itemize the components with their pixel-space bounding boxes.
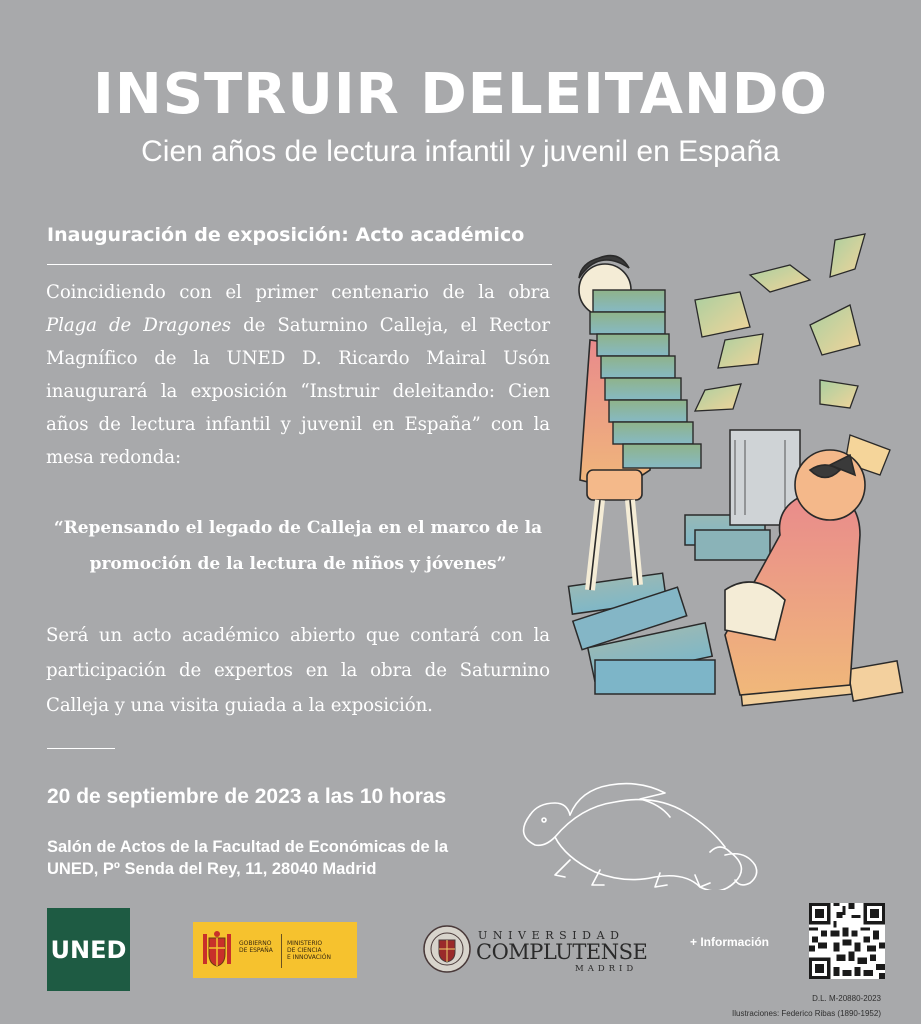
ministerio-line2: DE CIENCIA [287, 947, 322, 954]
university-seal-icon [422, 922, 472, 976]
gobierno-line2: DE ESPAÑA [239, 947, 273, 954]
venue-line-2: UNED, Pº Senda del Rey, 11, 28040 Madrid [47, 860, 377, 878]
spain-shield-icon [201, 930, 233, 970]
closing-paragraph: Será un acto académico abierto que contará con la participación de expertos en la obra de Saturnino Calleja y una visita guiada a la exposición. [46, 625, 550, 716]
gobierno-text [239, 940, 273, 954]
ucm-madrid: MADRID [575, 964, 638, 974]
uned-logo: UNED [47, 908, 130, 991]
legal-deposit: D.L. M-20880-2023 [812, 994, 881, 1003]
venue-line-1: Salón de Actos de la Facultad de Económicas de la [47, 838, 449, 856]
more-info-label: + Información [690, 935, 770, 949]
qr-code-icon[interactable] [809, 903, 885, 979]
gobierno-logo [193, 922, 357, 978]
intro-text-1: Coincidiendo con el primer centenario de la obra [46, 282, 550, 303]
intro-text-2: de Saturnino Calleja, el Rector Magnífico de la UNED D. Ricardo Mairal Usón inaugurará la exposición “Instruir deleitando: Cien años de lectura infantil y juvenil en España” con la mesa redonda: [46, 315, 550, 468]
event-type-heading: Inauguración de exposición: Acto académico [47, 224, 525, 246]
main-title: INSTRUIR DELEITANDO [93, 62, 828, 127]
intro-paragraph [46, 276, 550, 474]
ministerio-line3: E INNOVACIÓN [287, 954, 331, 961]
ministerio-line1: MINISTERIO [287, 940, 323, 947]
dragon-drawing [510, 775, 770, 890]
divider [47, 264, 552, 265]
illustration-credit: Ilustraciones: Federico Ribas (1890-1952) [732, 1009, 881, 1018]
ministerio-text [287, 940, 331, 961]
event-date: 20 de septiembre de 2023 a las 10 horas [47, 785, 447, 808]
work-title: Plaga de Dragones [46, 315, 231, 336]
main-subtitle: Cien años de lectura infantil y juvenil en España [141, 135, 780, 168]
ucm-complutense: COMPLUTENSE [476, 940, 648, 964]
gobierno-separator [281, 934, 282, 968]
children-with-books-illustration [565, 230, 910, 735]
divider-short [47, 748, 115, 749]
ucm-universidad: UNIVERSIDAD [478, 929, 625, 942]
gobierno-line1: GOBIERNO [239, 940, 272, 947]
round-table-title: “Repensando el legado de Calleja en el marco de la promoción de la lectura de niños y jóvenes” [53, 518, 543, 574]
